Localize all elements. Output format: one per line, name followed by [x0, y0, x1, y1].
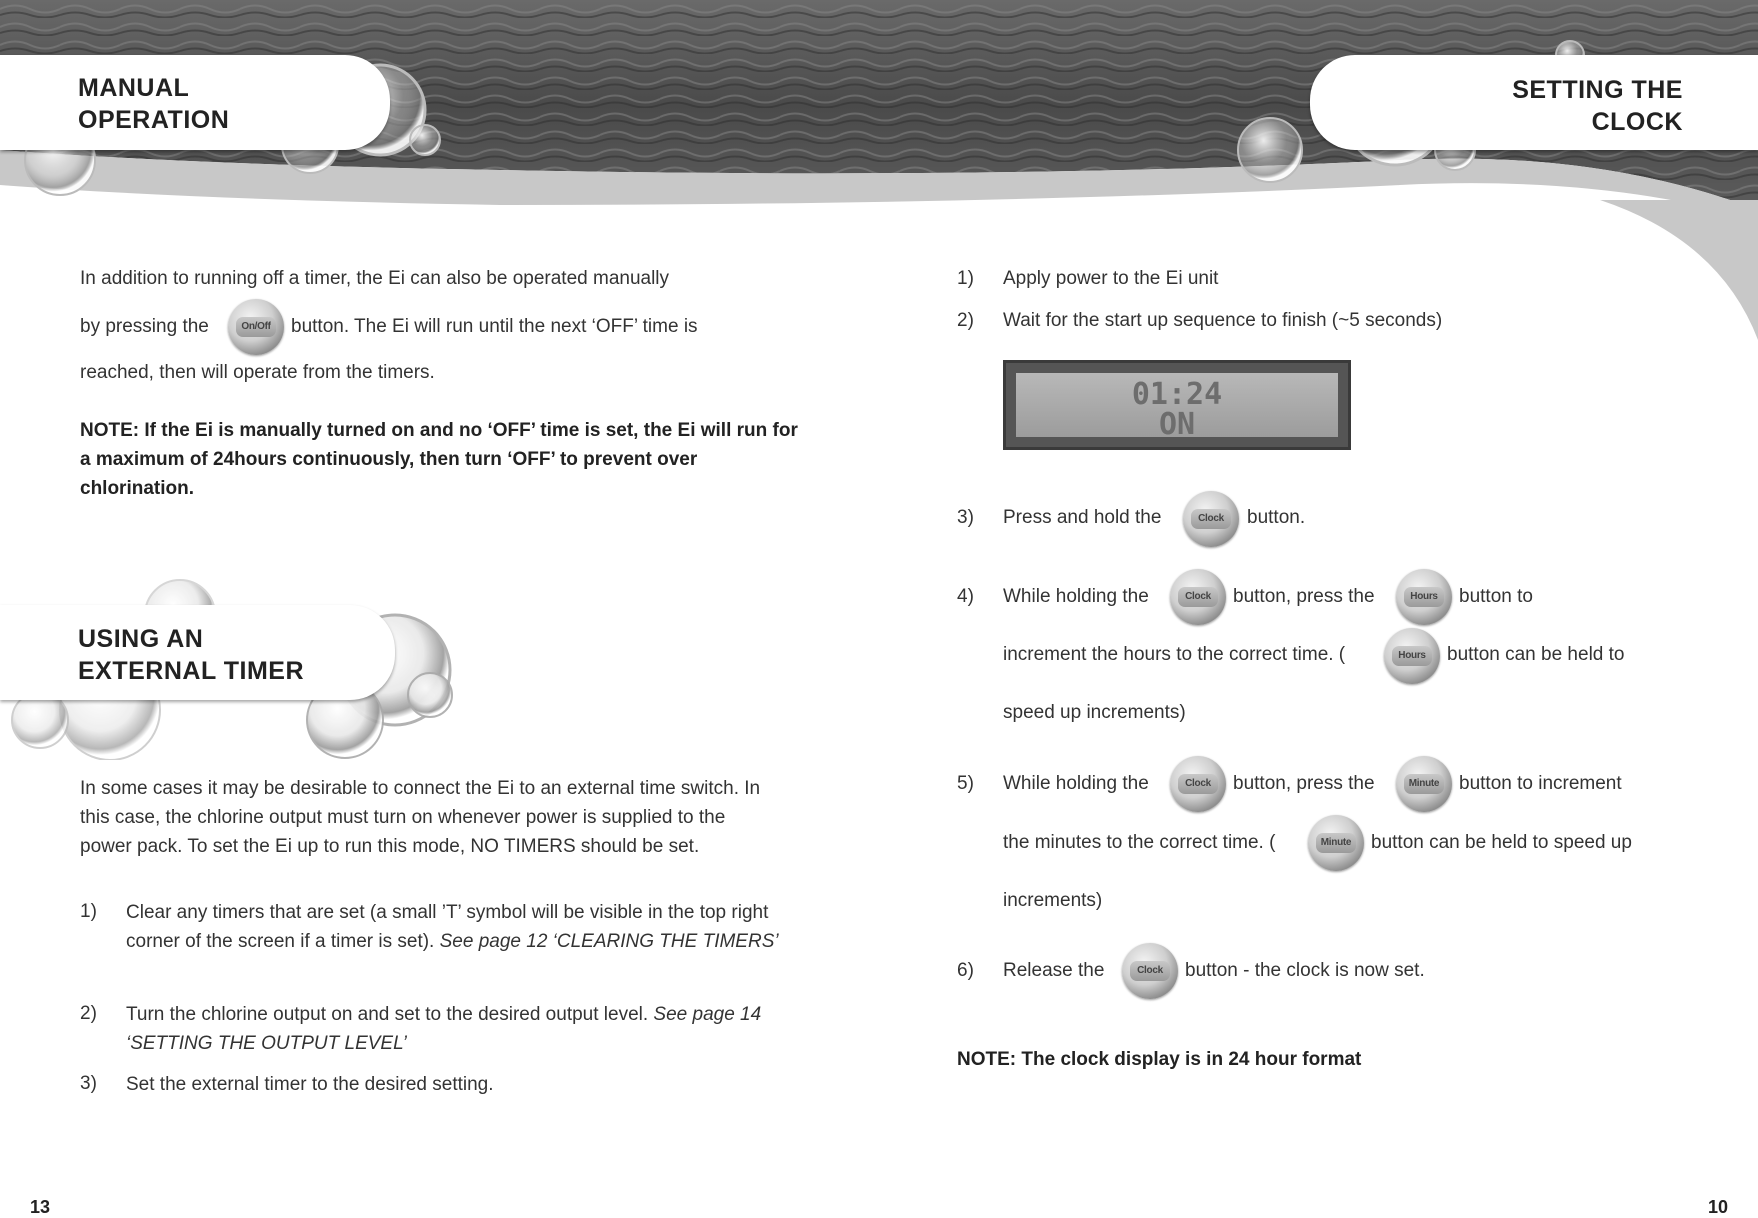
step-4-after: button to	[1459, 586, 1533, 607]
minute-button-icon	[1396, 756, 1452, 812]
step-6-number: 6)	[957, 960, 974, 981]
hours-button-icon	[1396, 569, 1452, 625]
step-3-after: button.	[1247, 507, 1306, 528]
timer-step-number: 3)	[80, 1073, 97, 1094]
clock-heading-line2: CLOCK	[1591, 108, 1683, 136]
onoff-button-icon	[228, 299, 284, 355]
timer-step-1-text: Clear any timers that are set (a small ’T’ symbol will be visible in the top right corner of the screen if a timer is set).	[126, 902, 769, 952]
lcd-display	[1003, 360, 1351, 450]
step-6-before: Release the	[1003, 960, 1105, 981]
step-5-before: While holding the	[1003, 773, 1149, 794]
timer-step-text	[126, 898, 806, 956]
step-5-mid: button, press the	[1233, 773, 1375, 794]
timer-heading-line1: USING AN	[78, 625, 204, 653]
step-4-number: 4)	[957, 586, 974, 607]
timer-step-2-ref: See page 14 ‘SETTING THE OUTPUT LEVEL’	[126, 1004, 762, 1054]
clock-button-icon	[1170, 569, 1226, 625]
step-2-text: Wait for the start up sequence to finish (~5 seconds)	[1003, 310, 1443, 331]
timer-step-number: 2)	[80, 1003, 97, 1024]
hours-button-label: Hours	[1392, 646, 1432, 666]
timer-heading	[78, 623, 304, 687]
manual-heading-line1: MANUAL	[78, 74, 190, 102]
hours-button-label: Hours	[1404, 587, 1444, 607]
minute-button-icon	[1308, 815, 1364, 871]
step-5-line2-before: the minutes to the correct time. (	[1003, 832, 1276, 853]
right-page-number: 10	[1707, 1197, 1728, 1217]
step-1-number: 1)	[957, 268, 974, 289]
manual-para-line1: In addition to running off a timer, the Ei can also be operated manually	[80, 268, 670, 289]
timer-step-number: 1)	[80, 901, 97, 922]
step-4-mid: button, press the	[1233, 586, 1375, 607]
page-edge-swoosh	[1600, 200, 1758, 350]
step-4-line2-after: button can be held to	[1447, 644, 1625, 665]
clock-note: NOTE: The clock display is in 24 hour format	[957, 1049, 1362, 1070]
manual-heading	[78, 72, 229, 136]
step-4-line3: speed up increments)	[1003, 702, 1186, 723]
clock-button-icon	[1183, 491, 1239, 547]
step-5-line3: increments)	[1003, 890, 1103, 911]
timer-step-3-text: Set the external timer to the desired setting.	[126, 1074, 494, 1095]
timer-step-2-text: Turn the chlorine output on and set to the desired output level.	[126, 1004, 654, 1025]
lcd-screen	[1016, 373, 1338, 442]
step-6-after: button - the clock is now set.	[1185, 960, 1425, 981]
clock-button-label: Clock	[1178, 587, 1218, 607]
clock-heading	[1512, 74, 1683, 138]
minute-button-label: Minute	[1404, 774, 1444, 794]
step-2-number: 2)	[957, 310, 974, 331]
timer-step-text	[126, 1000, 806, 1058]
step-1-text: Apply power to the Ei unit	[1003, 268, 1219, 289]
lcd-state: ON	[1158, 407, 1196, 442]
lcd-time: 01:24	[1131, 377, 1223, 412]
timer-para: In some cases it may be desirable to connect the Ei to an external time switch. In this case, the chlorine output must turn on whenever power is supplied to the power pack. To set the Ei up to run this mode, NO TIMERS should be set.	[80, 778, 761, 857]
clock-button-label: Clock	[1130, 961, 1170, 981]
manual-heading-line2: OPERATION	[78, 106, 230, 134]
hours-button-icon	[1384, 628, 1440, 684]
clock-button-icon	[1170, 756, 1226, 812]
onoff-button-label: On/Off	[236, 317, 276, 337]
step-4-line2-before: increment the hours to the correct time. (	[1003, 644, 1346, 665]
manual-para-line3: reached, then will operate from the timers.	[80, 362, 435, 383]
clock-heading-line1: SETTING THE	[1512, 76, 1683, 104]
minute-button-label: Minute	[1316, 833, 1356, 853]
step-4-before: While holding the	[1003, 586, 1149, 607]
manual-para-line2-before: by pressing the	[80, 316, 209, 337]
step-5-number: 5)	[957, 773, 974, 794]
manual-para-line2-after: button. The Ei will run until the next ‘OFF’ time is	[291, 316, 698, 337]
left-page-number: 13	[30, 1197, 51, 1217]
step-5-line2-after: button can be held to speed up	[1371, 832, 1632, 853]
clock-button-icon	[1122, 943, 1178, 999]
clock-button-label: Clock	[1178, 774, 1218, 794]
timer-step-1-ref: See page 12 ‘CLEARING THE TIMERS’	[439, 931, 779, 952]
step-3-number: 3)	[957, 507, 974, 528]
timer-heading-line2: EXTERNAL TIMER	[78, 657, 304, 685]
step-5-after: button to increment	[1459, 773, 1622, 794]
manual-note: NOTE: If the Ei is manually turned on and no ‘OFF’ time is set, the Ei will run for a maximum of 24hours continuously, then turn ‘OFF’ to prevent over chlorination.	[80, 420, 798, 499]
clock-button-label: Clock	[1191, 509, 1231, 529]
step-3-before: Press and hold the	[1003, 507, 1162, 528]
